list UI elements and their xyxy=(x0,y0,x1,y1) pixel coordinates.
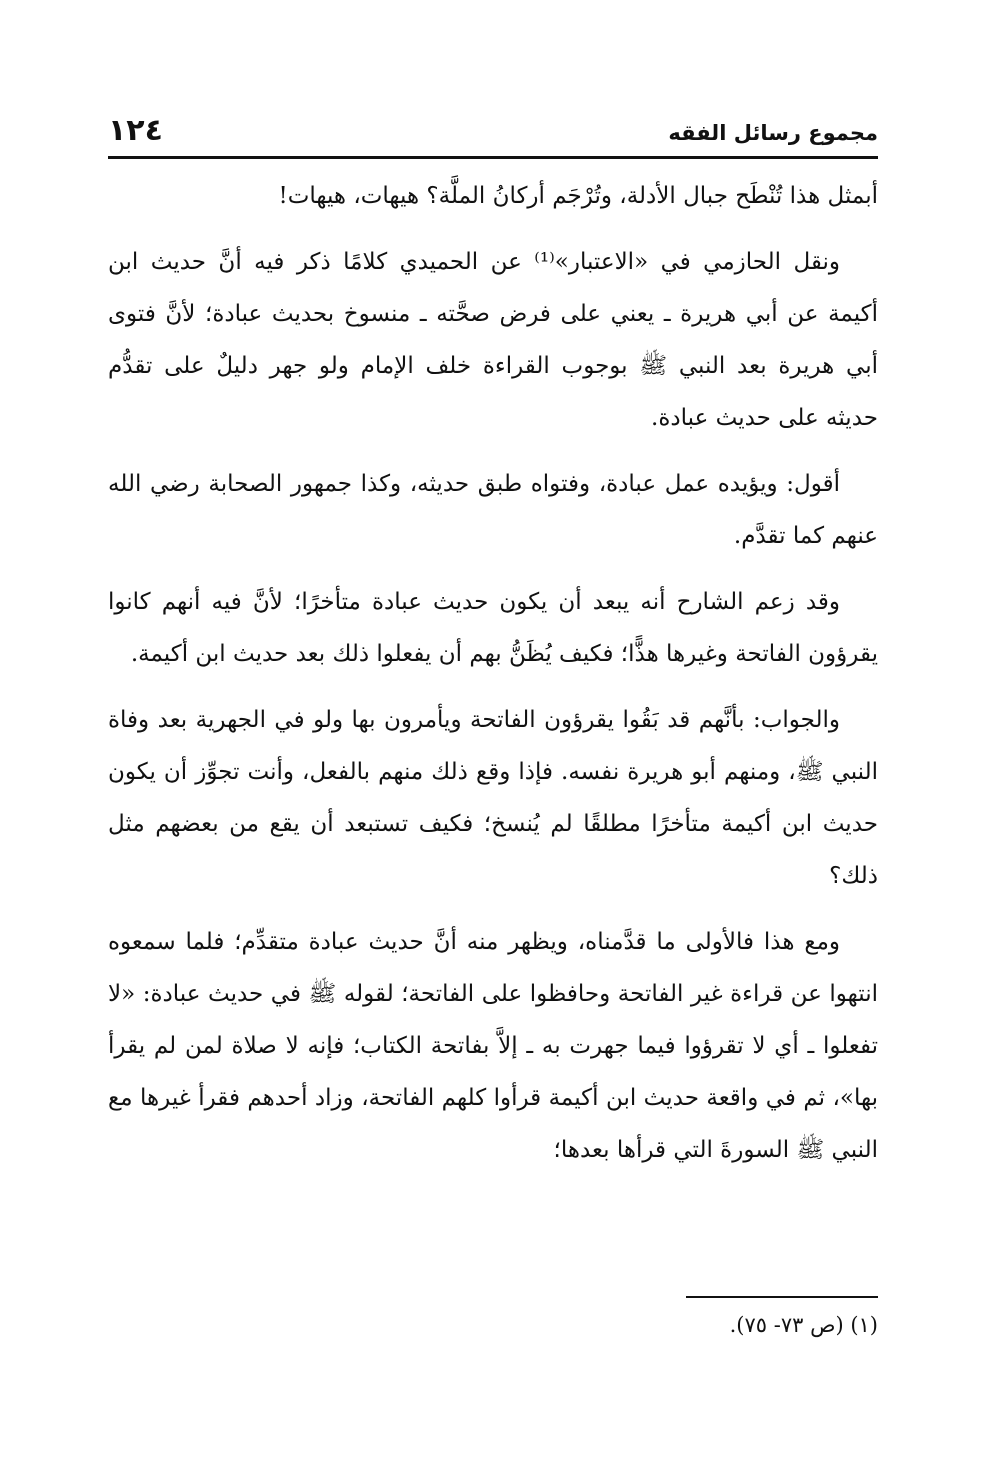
page-number: ١٢٤ xyxy=(108,113,163,148)
paragraph: ونقل الحازمي في «الاعتبار»⁽¹⁾ عن الحميدي كلامًا ذكر فيه أنَّ حديث ابن أكيمة عن أبي هريرة ـ يعني على فرض صحَّته ـ منسوخ بحديث عبادة؛ لأنَّ فتوى أبي هريرة بعد النبي ﷺ بوجوب القراءة خلف الإمام ولو جهر دليلٌ على تقدُّم حديثه على حديث عبادة. xyxy=(108,249,878,431)
running-title: مجموع رسائل الفقه xyxy=(668,121,878,145)
paragraph: أبمثل هذا تُنْطَح جبال الأدلة، وتُرْجَم أركانُ الملَّة؟ هيهات، هيهات! xyxy=(278,183,878,209)
header-rule xyxy=(108,156,878,159)
body-text xyxy=(108,170,878,1190)
footnote: (١) (ص ٧٣- ٧٥). xyxy=(729,1313,878,1337)
paragraph: ومع هذا فالأولى ما قدَّمناه، ويظهر منه أنَّ حديث عبادة متقدِّم؛ فلما سمعوه انتهوا عن قراءة غير الفاتحة وحافظوا على الفاتحة؛ لقوله ﷺ في حديث عبادة: «لا تفعلوا ـ أي لا تقرؤوا فيما جهرت به ـ إلاَّ بفاتحة الكتاب؛ فإنه لا صلاة لمن لم يقرأ بها»، ثم في واقعة حديث ابن أكيمة قرأوا كلهم الفاتحة، وزاد أحدهم فقرأ غيرها مع النبي ﷺ السورةَ التي قرأها بعدها؛ xyxy=(108,929,878,1163)
footnote-rule xyxy=(686,1296,878,1298)
paragraph: وقد زعم الشارح أنه يبعد أن يكون حديث عبادة متأخرًا؛ لأنَّ فيه أنهم كانوا يقرؤون الفاتحة وغيرها هذًّا؛ فكيف يُظَنُّ بهم أن يفعلوا ذلك بعد حديث ابن أكيمة. xyxy=(108,589,878,667)
page-header xyxy=(108,112,878,160)
paragraph: أقول: ويؤيده عمل عبادة، وفتواه طبق حديثه، وكذا جمهور الصحابة رضي الله عنهم كما تقدَّم. xyxy=(108,471,878,549)
paragraph: والجواب: بأنَّهم قد بَقُوا يقرؤون الفاتحة ويأمرون بها ولو في الجهرية بعد وفاة النبي ﷺ، ومنهم أبو هريرة نفسه. فإذا وقع ذلك منهم بالفعل، وأنت تجوِّز أن يكون حديث ابن أكيمة متأخرًا مطلقًا لم يُنسخ؛ فكيف تستبعد أن يقع من بعضهم مثل ذلك؟ xyxy=(108,707,878,889)
